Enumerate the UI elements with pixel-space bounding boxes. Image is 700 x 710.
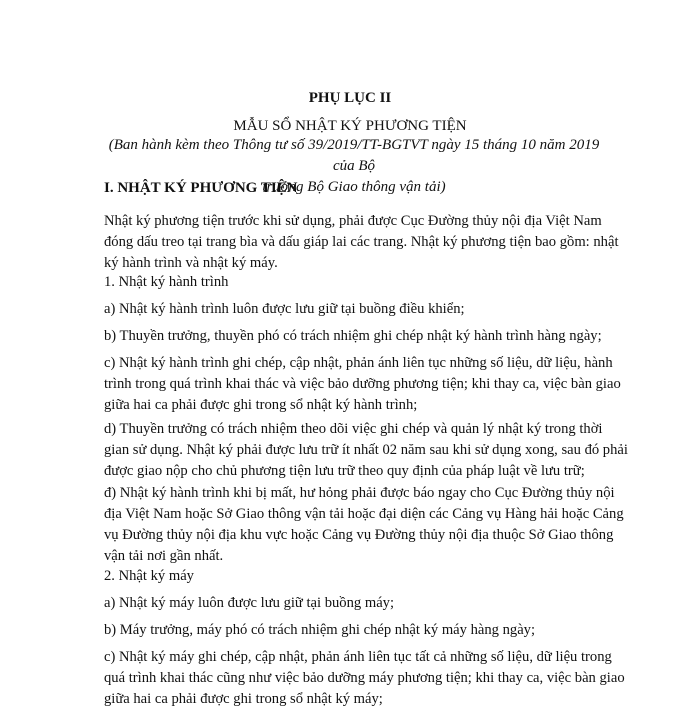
paragraph-line: quá trình khai thác cũng như việc bảo dưỡng máy phương tiện; khi thay ca, việc bàn giao: [104, 670, 625, 686]
paragraph-line: giữa hai ca phải được ghi trong sổ nhật ký hành trình;: [104, 397, 418, 413]
paragraph-intro: [104, 211, 619, 274]
paragraph-line: giữa hai ca phải được ghi trong sổ nhật ký máy;: [104, 691, 383, 707]
paragraph-line: Nhật ký phương tiện trước khi sử dụng, phải được Cục Đường thủy nội địa Việt Nam: [104, 213, 602, 229]
section-heading: I. NHẬT KÝ PHƯƠNG TIỆN: [104, 180, 298, 196]
paragraph-line: đ) Nhật ký hành trình khi bị mất, hư hỏng phải được báo ngay cho Cục Đường thủy nội: [104, 485, 615, 501]
paragraph-line: 2. Nhật ký máy: [104, 568, 194, 584]
paragraph-line: được giao nộp cho chủ phương tiện lưu trữ theo quy định của pháp luật về lưu trữ;: [104, 463, 585, 479]
paragraph-line: gian sử dụng. Nhật ký phải được lưu trữ ít nhất 02 năm sau khi sử dụng xong, sau đó phải: [104, 442, 628, 458]
paragraph-item: [104, 299, 604, 320]
paragraph-line: vận tải nơi gần nhất.: [104, 548, 224, 564]
issuance-note-line: trưởng Bộ Giao thông vận tải): [262, 179, 446, 195]
subsection-heading-voyage-log: [104, 272, 604, 293]
paragraph-line: d) Thuyền trưởng có trách nhiệm theo dõi việc ghi chép và quản lý nhật ký trong thời: [104, 421, 603, 437]
paragraph-line: vụ Đường thủy nội địa khu vực hoặc Cảng vụ Đường thủy nội địa thuộc Sở Giao thông: [104, 527, 614, 543]
form-title: MẪU SỔ NHẬT KÝ PHƯƠNG TIỆN: [233, 118, 467, 134]
paragraph-item: [104, 326, 604, 347]
paragraph-line: địa Việt Nam hoặc Sở Giao thông vận tải hoặc đại diện các Cảng vụ Hàng hải hoặc Cảng: [104, 506, 624, 522]
paragraph-line: b) Máy trưởng, máy phó có trách nhiệm ghi chép nhật ký máy hàng ngày;: [104, 622, 536, 638]
paragraph-line: ký hành trình và nhật ký máy.: [104, 255, 278, 271]
paragraph-item: [104, 593, 604, 614]
paragraph-line: b) Thuyền trưởng, thuyền phó có trách nhiệm ghi chép nhật ký hành trình hàng ngày;: [104, 328, 602, 344]
paragraph-line: a) Nhật ký máy luôn được lưu giữ tại buồng máy;: [104, 595, 395, 611]
paragraph-line: c) Nhật ký máy ghi chép, cập nhật, phản ánh liên tục tất cả những số liệu, dữ liệu trong: [104, 649, 612, 665]
paragraph-line: c) Nhật ký hành trình ghi chép, cập nhật, phản ánh liên tục những số liệu, dữ liệu, hành: [104, 355, 613, 371]
paragraph-line: 1. Nhật ký hành trình: [104, 274, 229, 290]
issuance-note-line: (Ban hành kèm theo Thông tư số 39/2019/TT-BGTVT ngày 15 tháng 10 năm 2019 của Bộ: [108, 137, 600, 174]
paragraph-item: [104, 483, 624, 567]
paragraph-item: [104, 353, 621, 416]
paragraph-line: trình trong quá trình khai thác và việc bảo dưỡng phương tiện; khi thay ca, việc bàn giao: [104, 376, 621, 392]
paragraph-item: [104, 647, 625, 710]
subsection-heading-engine-log: [104, 566, 604, 587]
paragraph-item: [104, 419, 628, 482]
paragraph-item: [104, 620, 604, 641]
appendix-title: PHỤ LỤC II: [308, 90, 392, 106]
paragraph-line: a) Nhật ký hành trình luôn được lưu giữ tại buồng điều khiển;: [104, 301, 465, 317]
paragraph-line: đóng dấu treo tại trang bìa và dấu giáp lai các trang. Nhật ký phương tiện bao gồm: nhật: [104, 234, 619, 250]
